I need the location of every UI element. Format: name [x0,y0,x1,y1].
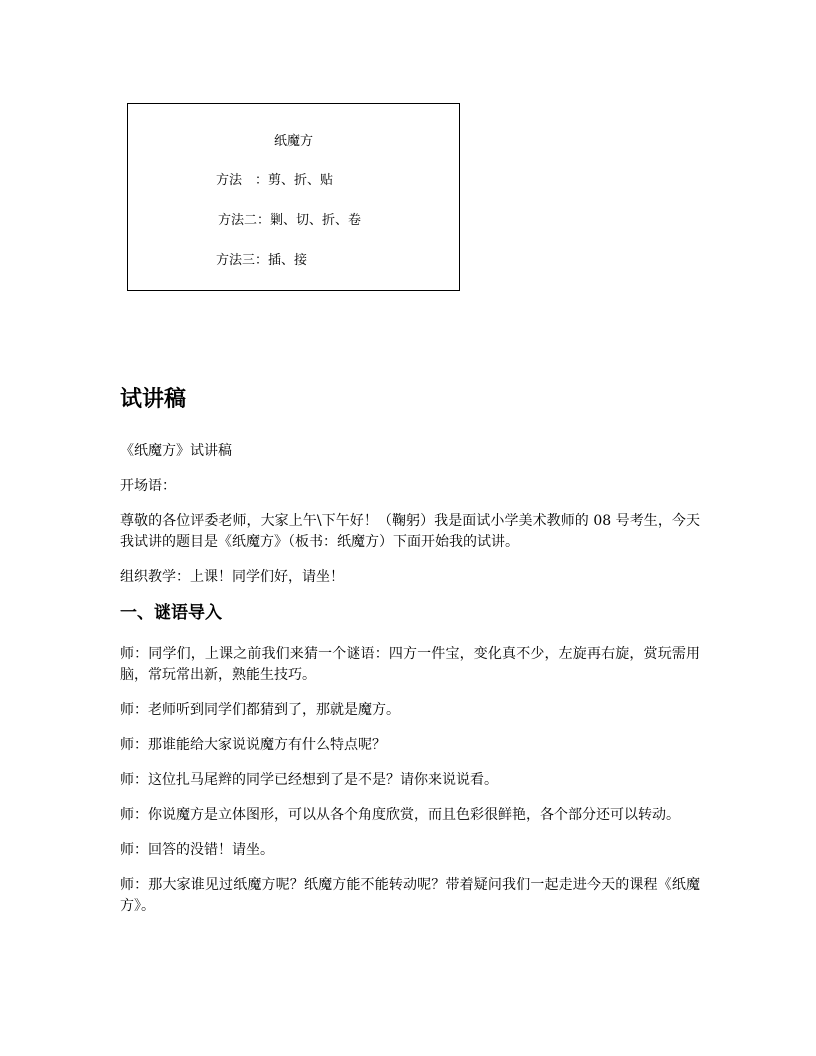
dialogue-paragraph: 师：回答的没错！请坐。 [120,842,274,858]
opening-label: 开场语： [120,478,176,494]
dialogue-paragraph: 师：那谁能给大家说说魔方有什么特点呢？ [120,737,386,753]
blackboard-summary-box [127,103,460,291]
organize-paragraph: 组织教学：上课！同学们好，请坐！ [120,569,344,585]
document-body [120,385,700,917]
document-subtitle: 《纸魔方》试讲稿 [120,443,232,459]
dialogue-paragraph: 师：这位扎马尾辫的同学已经想到了是不是？请你来说说看。 [120,772,498,788]
greeting-paragraph: 尊敬的各位评委老师，大家上午\下午好！（鞠躬）我是面试小学美术教师的 08 号考生，今天我试讲的题目是《纸魔方》（板书：纸魔方）下面开始我的试讲。 [120,513,700,550]
dialogue-paragraph: 师：同学们，上课之前我们来猜一个谜语：四方一件宝，变化真不少，左旋再右旋，赏玩需用脑，常玩常出新，熟能生技巧。 [120,646,700,683]
board-method-2: 方法二：剿、切、折、卷 [218,213,362,228]
board-method-3: 方法三：插、接 [216,253,308,268]
board-title: 纸魔方 [273,134,313,149]
document-title: 试讲稿 [120,387,187,412]
dialogue-paragraph: 师：那大家谁见过纸魔方呢？纸魔方能不能转动呢？带着疑问我们一起走进今天的课程《纸魔方》。 [120,877,700,914]
dialogue-paragraph: 师：你说魔方是立体图形，可以从各个角度欣赏，而且色彩很鲜艳，各个部分还可以转动。 [120,807,680,823]
board-method-1: 方法 ：剪、折、贴 [216,173,334,188]
section-heading: 一、谜语导入 [120,603,222,623]
dialogue-paragraph: 师：老师听到同学们都猜到了，那就是魔方。 [120,702,400,718]
